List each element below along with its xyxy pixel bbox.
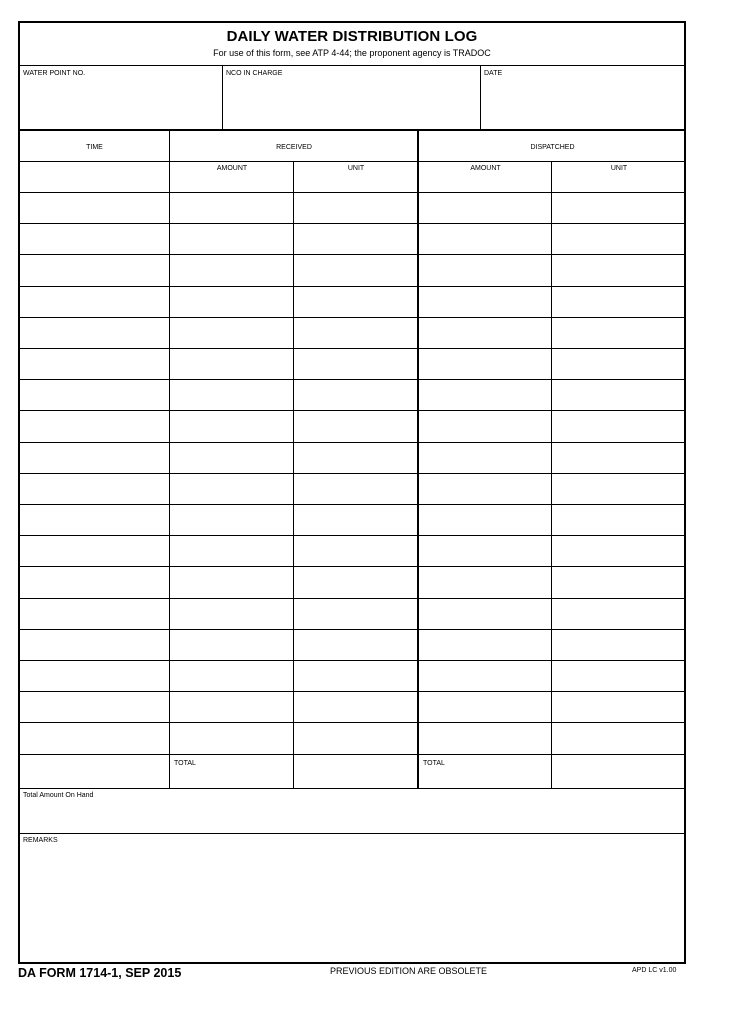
dispatched-unit-cell[interactable] <box>552 661 686 691</box>
received-unit-cell[interactable] <box>294 224 417 254</box>
time-cell[interactable] <box>20 443 169 473</box>
dispatched-amount-header: AMOUNT <box>470 165 501 172</box>
dispatched-amount-cell[interactable] <box>419 349 551 379</box>
received-amount-cell[interactable] <box>170 380 293 410</box>
time-cell[interactable] <box>20 661 169 691</box>
received-unit-cell[interactable] <box>294 287 417 317</box>
received-unit-cell[interactable] <box>294 567 417 598</box>
dispatched-unit-cell[interactable] <box>552 567 686 598</box>
total-on-hand-field[interactable] <box>20 789 686 833</box>
received-amount-cell[interactable] <box>170 723 293 754</box>
row-divider <box>20 754 684 755</box>
dispatched-amount-cell[interactable] <box>419 193 551 223</box>
total-row-time-cell[interactable] <box>20 756 169 788</box>
time-cell[interactable] <box>20 692 169 722</box>
dispatched-amount-cell[interactable] <box>419 255 551 286</box>
dispatched-amount-cell[interactable] <box>419 287 551 317</box>
dispatched-amount-cell[interactable] <box>419 723 551 754</box>
form-number: DA FORM 1714-1, SEP 2015 <box>18 966 182 980</box>
time-cell[interactable] <box>20 224 169 254</box>
received-amount-cell[interactable] <box>170 567 293 598</box>
received-unit-cell[interactable] <box>294 599 417 629</box>
received-amount-cell[interactable] <box>170 255 293 286</box>
received-amount-cell[interactable] <box>170 474 293 504</box>
received-unit-header: UNIT <box>347 165 365 172</box>
time-cell[interactable] <box>20 599 169 629</box>
dispatched-amount-cell[interactable] <box>419 443 551 473</box>
dispatched-amount-cell[interactable] <box>419 474 551 504</box>
received-unit-cell[interactable] <box>294 318 417 348</box>
dispatched-unit-cell[interactable] <box>552 255 686 286</box>
time-cell[interactable] <box>20 318 169 348</box>
edition-note: PREVIOUS EDITION ARE OBSOLETE <box>330 966 488 976</box>
received-unit-cell[interactable] <box>294 380 417 410</box>
date-label: DATE <box>484 70 503 77</box>
received-header: RECEIVED <box>276 144 312 151</box>
nco-in-charge-field[interactable] <box>223 66 480 129</box>
received-amount-cell[interactable] <box>170 661 293 691</box>
dispatched-unit-cell[interactable] <box>552 287 686 317</box>
received-unit-cell[interactable] <box>294 723 417 754</box>
time-cell[interactable] <box>20 380 169 410</box>
received-unit-cell[interactable] <box>294 661 417 691</box>
time-cell[interactable] <box>20 474 169 504</box>
form-subtitle: For use of this form, see ATP 4-44; the proponent agency is TRADOC <box>213 48 491 58</box>
time-cell[interactable] <box>20 723 169 754</box>
received-unit-cell[interactable] <box>294 255 417 286</box>
received-amount-cell[interactable] <box>170 536 293 566</box>
dispatched-amount-cell[interactable] <box>419 599 551 629</box>
dispatched-unit-cell[interactable] <box>552 599 686 629</box>
dispatched-unit-cell[interactable] <box>552 349 686 379</box>
time-cell[interactable] <box>20 255 169 286</box>
divider <box>20 129 684 131</box>
received-total-field[interactable] <box>294 756 417 788</box>
dispatched-unit-cell[interactable] <box>552 380 686 410</box>
received-amount-header: AMOUNT <box>216 165 248 172</box>
dispatched-amount-cell[interactable] <box>419 318 551 348</box>
dispatched-unit-cell[interactable] <box>552 630 686 660</box>
nco-in-charge-label: NCO IN CHARGE <box>226 70 283 77</box>
dispatched-unit-cell[interactable] <box>552 536 686 566</box>
total-on-hand-label: Total Amount On Hand <box>23 792 94 799</box>
received-amount-cell[interactable] <box>170 692 293 722</box>
received-unit-cell[interactable] <box>294 630 417 660</box>
received-amount-cell[interactable] <box>170 287 293 317</box>
received-amount-cell[interactable] <box>170 630 293 660</box>
received-amount-cell[interactable] <box>170 349 293 379</box>
dispatched-amount-cell[interactable] <box>419 692 551 722</box>
version-label: APD LC v1.00 <box>632 967 677 974</box>
received-unit-cell[interactable] <box>294 536 417 566</box>
dispatched-header: DISPATCHED <box>530 144 575 151</box>
form-title: DAILY WATER DISTRIBUTION LOG <box>226 28 478 45</box>
received-unit-cell[interactable] <box>294 474 417 504</box>
time-cell[interactable] <box>20 411 169 442</box>
dispatched-total-label: TOTAL <box>423 760 445 767</box>
dispatched-unit-cell[interactable] <box>552 474 686 504</box>
dispatched-amount-cell[interactable] <box>419 661 551 691</box>
remarks-label: REMARKS <box>23 837 58 844</box>
received-unit-cell[interactable] <box>294 692 417 722</box>
time-cell[interactable] <box>20 505 169 535</box>
dispatched-unit-cell[interactable] <box>552 692 686 722</box>
received-unit-cell[interactable] <box>294 505 417 535</box>
received-unit-cell[interactable] <box>294 349 417 379</box>
dispatched-unit-cell[interactable] <box>552 411 686 442</box>
time-cell[interactable] <box>20 630 169 660</box>
dispatched-unit-cell[interactable] <box>552 443 686 473</box>
time-cell[interactable] <box>20 536 169 566</box>
received-amount-cell[interactable] <box>170 505 293 535</box>
dispatched-amount-cell[interactable] <box>419 224 551 254</box>
dispatched-amount-cell[interactable] <box>419 536 551 566</box>
remarks-field[interactable] <box>20 834 686 964</box>
received-amount-cell[interactable] <box>170 443 293 473</box>
received-amount-cell[interactable] <box>170 599 293 629</box>
received-total-label: TOTAL <box>174 760 196 767</box>
received-amount-cell[interactable] <box>170 193 293 223</box>
water-distribution-form <box>18 21 686 964</box>
date-field[interactable] <box>481 66 686 129</box>
received-amount-cell[interactable] <box>170 318 293 348</box>
received-unit-cell[interactable] <box>294 411 417 442</box>
received-amount-cell[interactable] <box>170 411 293 442</box>
dispatched-unit-cell[interactable] <box>552 723 686 754</box>
dispatched-unit-cell[interactable] <box>552 224 686 254</box>
time-cell[interactable] <box>20 193 169 223</box>
received-amount-cell[interactable] <box>170 224 293 254</box>
dispatched-amount-cell[interactable] <box>419 380 551 410</box>
dispatched-amount-cell[interactable] <box>419 505 551 535</box>
time-cell[interactable] <box>20 567 169 598</box>
dispatched-amount-cell[interactable] <box>419 630 551 660</box>
dispatched-amount-cell[interactable] <box>419 411 551 442</box>
time-cell[interactable] <box>20 349 169 379</box>
time-cell[interactable] <box>20 162 169 192</box>
dispatched-amount-cell[interactable] <box>419 567 551 598</box>
time-header: TIME <box>86 144 103 151</box>
time-cell[interactable] <box>20 287 169 317</box>
dispatched-unit-header: UNIT <box>610 165 628 172</box>
dispatched-unit-cell[interactable] <box>552 193 686 223</box>
received-unit-cell[interactable] <box>294 193 417 223</box>
received-unit-cell[interactable] <box>294 443 417 473</box>
dispatched-total-field[interactable] <box>552 756 686 788</box>
dispatched-unit-cell[interactable] <box>552 505 686 535</box>
dispatched-unit-cell[interactable] <box>552 318 686 348</box>
water-point-label: WATER POINT NO. <box>23 70 86 77</box>
water-point-field[interactable] <box>20 66 222 129</box>
